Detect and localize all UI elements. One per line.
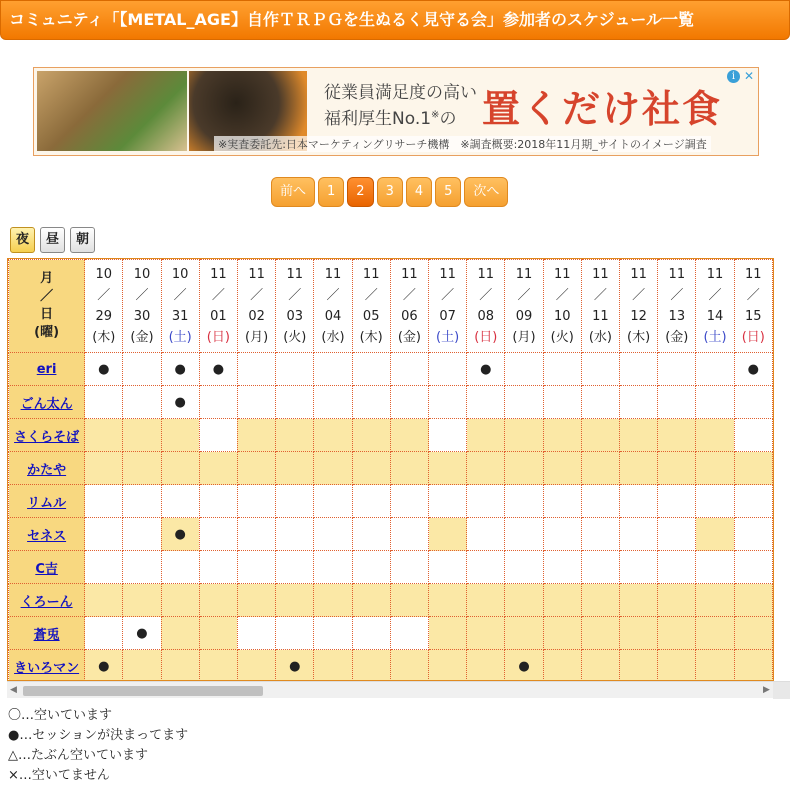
schedule-cell[interactable] — [390, 419, 428, 452]
schedule-cell[interactable] — [199, 386, 237, 419]
schedule-cell[interactable] — [543, 584, 581, 617]
schedule-cell[interactable] — [352, 353, 390, 386]
schedule-cell[interactable] — [696, 617, 734, 650]
schedule-cell[interactable] — [314, 386, 352, 419]
schedule-cell[interactable] — [199, 452, 237, 485]
schedule-cell[interactable] — [658, 584, 696, 617]
schedule-cell[interactable] — [543, 617, 581, 650]
table-row — [9, 617, 773, 650]
corner-header: 月 ／ 日 (曜) — [9, 260, 85, 353]
schedule-cell[interactable] — [314, 518, 352, 551]
schedule-cell[interactable] — [734, 617, 772, 650]
date-header: 11 ／ 03 (火) — [276, 260, 314, 353]
date-header: 11 ／ 01 (日) — [199, 260, 237, 353]
schedule-cell[interactable] — [658, 650, 696, 682]
schedule-cell[interactable] — [429, 518, 467, 551]
schedule-cell[interactable] — [734, 452, 772, 485]
schedule-cell[interactable] — [505, 452, 543, 485]
schedule-cell[interactable] — [123, 551, 161, 584]
legend-item: ×…空いてません — [8, 768, 110, 783]
schedule-cell[interactable] — [352, 617, 390, 650]
schedule-cell[interactable] — [123, 518, 161, 551]
schedule-cell[interactable] — [276, 386, 314, 419]
date-header: 11 ／ 13 (金) — [658, 260, 696, 353]
schedule-cell[interactable] — [505, 485, 543, 518]
schedule-cell[interactable] — [543, 551, 581, 584]
ad-info-icon[interactable]: i — [727, 70, 740, 83]
schedule-cell[interactable] — [620, 518, 658, 551]
schedule-cell[interactable] — [505, 617, 543, 650]
schedule-cell[interactable]: ● — [161, 353, 199, 386]
date-header: 11 ／ 07 (土) — [429, 260, 467, 353]
schedule-cell[interactable] — [429, 452, 467, 485]
mode-button-night[interactable]: 夜 — [10, 227, 35, 253]
scroll-corner — [773, 682, 790, 699]
schedule-cell[interactable] — [85, 617, 123, 650]
date-header: 11 ／ 04 (水) — [314, 260, 352, 353]
schedule-cell[interactable] — [620, 419, 658, 452]
time-mode-selector — [10, 227, 95, 253]
schedule-cell[interactable] — [352, 584, 390, 617]
schedule-cell[interactable] — [314, 353, 352, 386]
schedule-cell[interactable] — [543, 650, 581, 682]
schedule-cell[interactable] — [620, 452, 658, 485]
schedule-cell[interactable]: ● — [199, 353, 237, 386]
schedule-cell[interactable] — [237, 551, 275, 584]
schedule-cell[interactable] — [734, 386, 772, 419]
prev-page-button[interactable]: 前へ — [271, 177, 315, 207]
schedule-cell[interactable] — [276, 518, 314, 551]
schedule-cell[interactable] — [620, 617, 658, 650]
schedule-cell[interactable] — [161, 584, 199, 617]
schedule-cell[interactable]: ● — [123, 617, 161, 650]
schedule-cell[interactable] — [237, 584, 275, 617]
schedule-cell[interactable] — [85, 452, 123, 485]
date-header: 10 ／ 29 (木) — [85, 260, 123, 353]
table-row — [9, 419, 773, 452]
schedule-cell[interactable] — [276, 452, 314, 485]
horizontal-scrollbar[interactable] — [7, 681, 790, 698]
schedule-cell[interactable] — [123, 650, 161, 682]
scroll-thumb[interactable] — [23, 686, 263, 696]
schedule-cell[interactable] — [85, 386, 123, 419]
schedule-table — [8, 259, 773, 681]
table-row — [9, 650, 773, 682]
schedule-cell[interactable] — [237, 353, 275, 386]
schedule-cell[interactable] — [161, 617, 199, 650]
advertisement-banner[interactable] — [33, 67, 759, 156]
date-header: 11 ／ 10 (火) — [543, 260, 581, 353]
schedule-cell[interactable] — [543, 353, 581, 386]
schedule-cell[interactable] — [581, 518, 619, 551]
schedule-cell[interactable] — [161, 419, 199, 452]
date-header: 11 ／ 15 (日) — [734, 260, 772, 353]
schedule-cell[interactable] — [581, 617, 619, 650]
ad-food-image — [37, 71, 187, 151]
schedule-cell[interactable] — [467, 485, 505, 518]
schedule-cell[interactable] — [352, 452, 390, 485]
schedule-cell[interactable] — [620, 485, 658, 518]
date-header: 11 ／ 12 (木) — [620, 260, 658, 353]
schedule-cell[interactable] — [658, 518, 696, 551]
schedule-cell[interactable] — [734, 518, 772, 551]
schedule-cell[interactable] — [123, 353, 161, 386]
schedule-cell[interactable] — [352, 650, 390, 682]
page-button-3[interactable]: 3 — [377, 177, 403, 207]
date-header: 11 ／ 09 (月) — [505, 260, 543, 353]
schedule-cell[interactable] — [581, 386, 619, 419]
schedule-cell[interactable] — [581, 419, 619, 452]
schedule-cell[interactable] — [161, 551, 199, 584]
schedule-cell[interactable] — [467, 617, 505, 650]
schedule-cell[interactable] — [199, 419, 237, 452]
schedule-cell[interactable] — [581, 353, 619, 386]
date-header: 10 ／ 31 (土) — [161, 260, 199, 353]
schedule-cell[interactable] — [390, 584, 428, 617]
schedule-cell[interactable] — [543, 386, 581, 419]
table-row — [9, 452, 773, 485]
schedule-cell[interactable] — [314, 485, 352, 518]
schedule-cell[interactable] — [314, 617, 352, 650]
table-row — [9, 353, 773, 386]
schedule-cell[interactable] — [658, 617, 696, 650]
schedule-cell[interactable] — [352, 551, 390, 584]
page-button-4[interactable]: 4 — [406, 177, 432, 207]
schedule-cell[interactable] — [429, 551, 467, 584]
schedule-cell[interactable] — [276, 617, 314, 650]
schedule-cell[interactable] — [467, 584, 505, 617]
member-link[interactable]: きいろマン — [14, 660, 80, 676]
schedule-cell[interactable] — [467, 386, 505, 419]
schedule-cell[interactable] — [658, 353, 696, 386]
table-row — [9, 551, 773, 584]
schedule-cell[interactable] — [199, 518, 237, 551]
schedule-cell[interactable] — [352, 419, 390, 452]
next-page-button[interactable]: 次へ — [464, 177, 508, 207]
schedule-cell[interactable] — [467, 650, 505, 682]
schedule-cell[interactable] — [696, 584, 734, 617]
schedule-cell[interactable] — [390, 551, 428, 584]
schedule-cell[interactable]: ● — [161, 386, 199, 419]
table-row — [9, 584, 773, 617]
schedule-cell[interactable] — [620, 584, 658, 617]
member-link[interactable]: ごん太ん — [20, 396, 73, 412]
schedule-cell[interactable] — [390, 353, 428, 386]
schedule-cell[interactable] — [237, 617, 275, 650]
schedule-cell[interactable] — [429, 650, 467, 682]
schedule-cell[interactable] — [581, 551, 619, 584]
schedule-cell[interactable] — [237, 452, 275, 485]
schedule-cell[interactable] — [390, 485, 428, 518]
date-header: 11 ／ 05 (木) — [352, 260, 390, 353]
table-row — [9, 485, 773, 518]
schedule-cell[interactable] — [199, 617, 237, 650]
schedule-cell[interactable] — [658, 485, 696, 518]
schedule-cell[interactable] — [734, 485, 772, 518]
schedule-cell[interactable] — [314, 419, 352, 452]
schedule-cell[interactable] — [390, 518, 428, 551]
schedule-cell[interactable] — [696, 485, 734, 518]
schedule-cell[interactable] — [467, 518, 505, 551]
schedule-cell[interactable] — [85, 485, 123, 518]
member-name-cell — [9, 518, 85, 551]
legend — [8, 706, 188, 786]
member-name-cell — [9, 386, 85, 419]
schedule-cell[interactable] — [85, 518, 123, 551]
schedule-cell[interactable] — [581, 452, 619, 485]
schedule-cell[interactable]: ● — [85, 353, 123, 386]
schedule-cell[interactable] — [696, 551, 734, 584]
schedule-cell[interactable] — [581, 485, 619, 518]
schedule-cell[interactable] — [85, 551, 123, 584]
mode-button-morning[interactable]: 朝 — [70, 227, 95, 253]
date-header: 10 ／ 30 (金) — [123, 260, 161, 353]
schedule-cell[interactable] — [123, 386, 161, 419]
schedule-cell[interactable] — [620, 353, 658, 386]
schedule-cell[interactable] — [505, 584, 543, 617]
schedule-cell[interactable] — [467, 419, 505, 452]
member-name-cell — [9, 650, 85, 682]
schedule-cell[interactable] — [352, 485, 390, 518]
date-header: 11 ／ 08 (日) — [467, 260, 505, 353]
schedule-cell[interactable] — [696, 419, 734, 452]
schedule-cell[interactable] — [734, 419, 772, 452]
schedule-cell[interactable] — [314, 551, 352, 584]
scroll-left-arrow[interactable]: ◀ — [10, 685, 17, 695]
schedule-cell[interactable] — [429, 353, 467, 386]
schedule-cell[interactable] — [390, 617, 428, 650]
page-header: コミュニティ「【METAL_AGE】自作ＴＲＰＧを生ぬるく見守る会」参加者のスケジュール一覧 — [0, 0, 790, 40]
legend-item: ●…セッションが決まってます — [8, 728, 189, 743]
schedule-cell[interactable] — [237, 518, 275, 551]
member-link[interactable]: 蒼兎 — [33, 627, 60, 643]
schedule-cell[interactable] — [85, 419, 123, 452]
schedule-cell[interactable] — [505, 551, 543, 584]
schedule-cell[interactable] — [161, 485, 199, 518]
schedule-cell[interactable] — [581, 650, 619, 682]
schedule-cell[interactable] — [658, 551, 696, 584]
schedule-cell[interactable]: ● — [85, 650, 123, 682]
schedule-cell[interactable] — [505, 353, 543, 386]
schedule-cell[interactable] — [199, 584, 237, 617]
schedule-cell[interactable]: ● — [276, 650, 314, 682]
schedule-cell[interactable]: ● — [505, 650, 543, 682]
member-link[interactable]: さくらそば — [14, 429, 80, 445]
schedule-cell[interactable] — [390, 650, 428, 682]
schedule-cell[interactable]: ● — [467, 353, 505, 386]
schedule-table-container — [7, 258, 774, 681]
schedule-cell[interactable] — [543, 452, 581, 485]
member-link[interactable]: セネス — [27, 528, 67, 544]
member-link[interactable]: eri — [36, 361, 57, 377]
schedule-cell[interactable] — [429, 386, 467, 419]
page-button-5[interactable]: 5 — [435, 177, 461, 207]
schedule-cell[interactable] — [123, 452, 161, 485]
member-name-cell — [9, 584, 85, 617]
ad-line2: 福利厚生No.1※の — [324, 109, 457, 129]
schedule-cell[interactable] — [123, 584, 161, 617]
schedule-cell[interactable]: ● — [734, 353, 772, 386]
pagination — [271, 177, 508, 207]
schedule-cell[interactable] — [543, 419, 581, 452]
schedule-cell[interactable] — [734, 584, 772, 617]
member-name-cell — [9, 353, 85, 386]
date-header: 11 ／ 11 (水) — [581, 260, 619, 353]
schedule-cell[interactable] — [696, 452, 734, 485]
schedule-cell[interactable] — [276, 584, 314, 617]
schedule-cell[interactable] — [390, 386, 428, 419]
date-header: 11 ／ 14 (土) — [696, 260, 734, 353]
schedule-cell[interactable] — [314, 584, 352, 617]
schedule-cell[interactable] — [161, 650, 199, 682]
ad-line1: 従業員満足度の高い — [324, 83, 477, 103]
schedule-cell[interactable] — [658, 386, 696, 419]
schedule-cell[interactable] — [429, 419, 467, 452]
table-row — [9, 518, 773, 551]
schedule-cell[interactable] — [429, 485, 467, 518]
schedule-cell[interactable] — [237, 386, 275, 419]
ad-note: ※実査委託先:日本マーケティングリサーチ機構 ※調査概要:2018年11月期_サイトのイメージ調査 — [214, 136, 711, 152]
member-link[interactable]: リムル — [27, 495, 67, 511]
schedule-cell[interactable] — [314, 452, 352, 485]
schedule-cell[interactable] — [696, 518, 734, 551]
member-name-cell — [9, 617, 85, 650]
schedule-cell[interactable] — [237, 485, 275, 518]
schedule-cell[interactable] — [199, 650, 237, 682]
schedule-cell[interactable] — [161, 452, 199, 485]
schedule-cell[interactable] — [352, 386, 390, 419]
schedule-cell[interactable] — [696, 650, 734, 682]
schedule-cell[interactable] — [123, 419, 161, 452]
page-button-2[interactable]: 2 — [347, 177, 373, 207]
schedule-cell[interactable] — [429, 617, 467, 650]
schedule-cell[interactable] — [199, 485, 237, 518]
scroll-right-arrow[interactable]: ▶ — [763, 685, 770, 695]
legend-item: 〇…空いています — [8, 708, 113, 723]
schedule-cell[interactable] — [505, 386, 543, 419]
legend-item: △…たぶん空いています — [8, 748, 148, 763]
schedule-cell[interactable] — [543, 518, 581, 551]
member-name-cell — [9, 485, 85, 518]
schedule-cell[interactable] — [467, 551, 505, 584]
schedule-cell[interactable] — [581, 584, 619, 617]
schedule-cell[interactable] — [658, 419, 696, 452]
table-row — [9, 386, 773, 419]
member-name-cell — [9, 551, 85, 584]
schedule-cell[interactable] — [620, 551, 658, 584]
schedule-cell[interactable] — [543, 485, 581, 518]
schedule-cell[interactable] — [734, 551, 772, 584]
schedule-cell[interactable] — [696, 353, 734, 386]
schedule-cell[interactable] — [696, 386, 734, 419]
schedule-cell[interactable] — [276, 353, 314, 386]
schedule-cell[interactable] — [237, 419, 275, 452]
schedule-cell[interactable] — [199, 551, 237, 584]
member-link[interactable]: C吉 — [35, 561, 58, 577]
schedule-cell[interactable] — [620, 386, 658, 419]
ad-close-icon[interactable]: ✕ — [743, 69, 754, 83]
schedule-cell[interactable] — [276, 419, 314, 452]
schedule-cell[interactable] — [658, 452, 696, 485]
member-name-cell — [9, 419, 85, 452]
mode-button-day[interactable]: 昼 — [40, 227, 65, 253]
ad-headline: 置くだけ社食 — [482, 87, 723, 131]
schedule-cell[interactable] — [85, 584, 123, 617]
schedule-cell[interactable] — [429, 584, 467, 617]
date-header-row — [9, 260, 773, 353]
page-button-1[interactable]: 1 — [318, 177, 344, 207]
schedule-cell[interactable] — [505, 518, 543, 551]
schedule-cell[interactable] — [620, 650, 658, 682]
schedule-cell[interactable]: ● — [161, 518, 199, 551]
schedule-cell[interactable] — [505, 419, 543, 452]
date-header: 11 ／ 02 (月) — [237, 260, 275, 353]
schedule-cell[interactable] — [390, 452, 428, 485]
date-header: 11 ／ 06 (金) — [390, 260, 428, 353]
schedule-cell[interactable] — [734, 650, 772, 682]
member-link[interactable]: かたや — [27, 462, 67, 478]
schedule-cell[interactable] — [467, 452, 505, 485]
schedule-cell[interactable] — [314, 650, 352, 682]
schedule-cell[interactable] — [123, 485, 161, 518]
schedule-cell[interactable] — [237, 650, 275, 682]
member-link[interactable]: くろーん — [20, 594, 73, 610]
schedule-cell[interactable] — [352, 518, 390, 551]
schedule-cell[interactable] — [276, 485, 314, 518]
member-name-cell — [9, 452, 85, 485]
schedule-cell[interactable] — [276, 551, 314, 584]
